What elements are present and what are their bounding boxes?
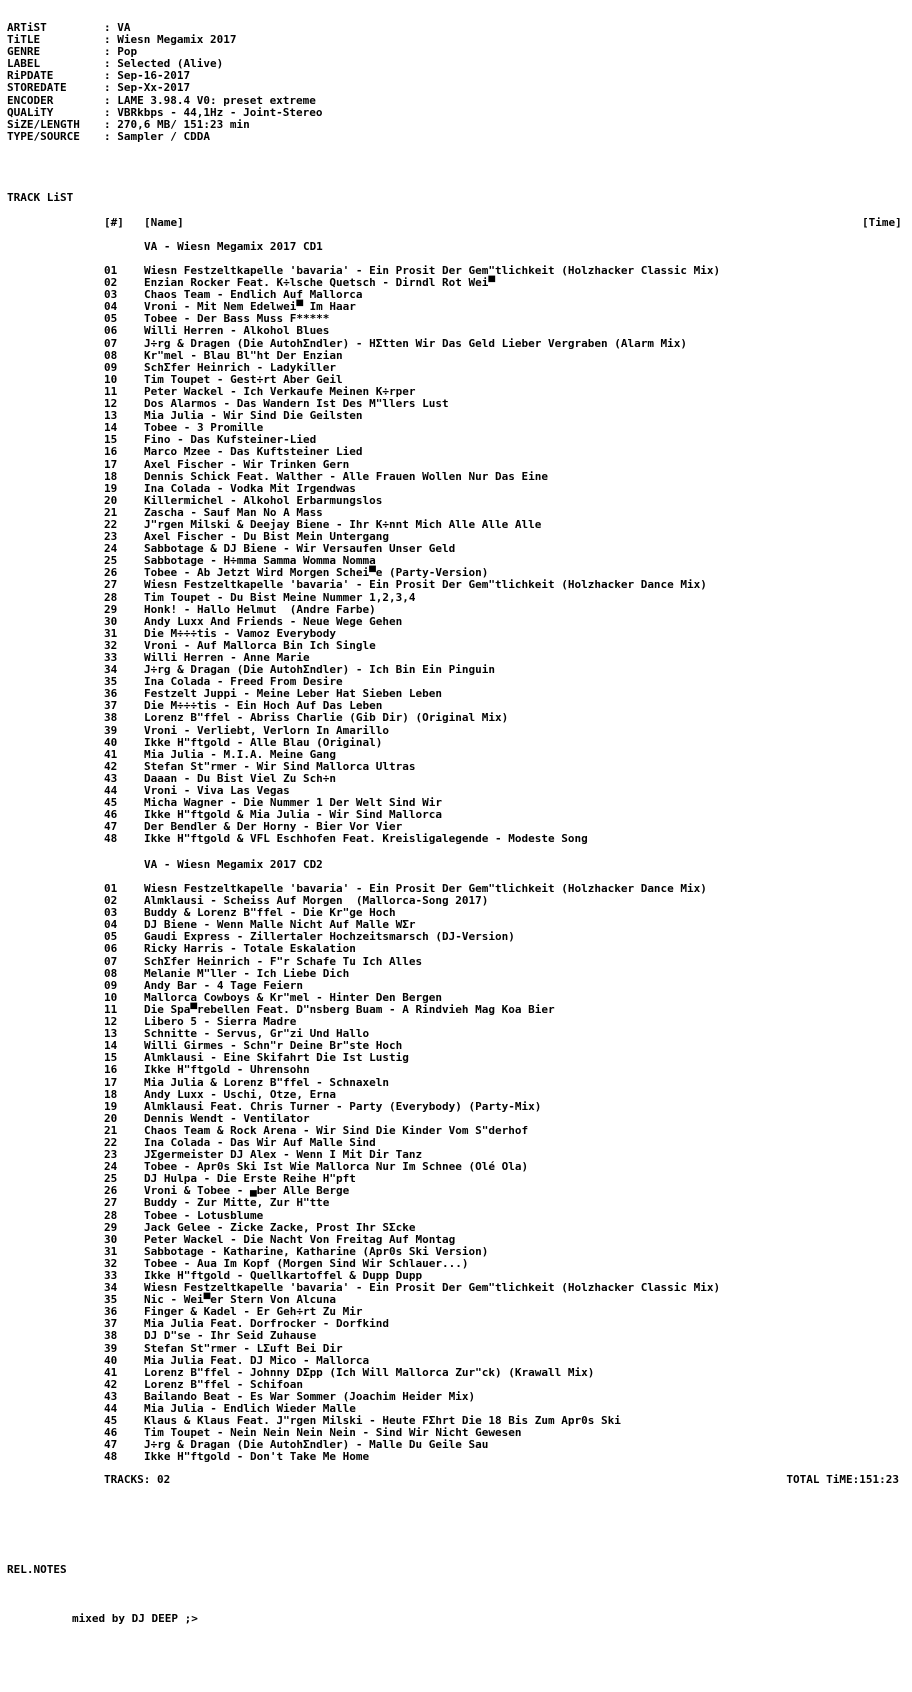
track-name: Tobee - Aua Im Kopf (Morgen Sind Wir Schlauer...)	[144, 1256, 469, 1270]
info-value: : Sampler / CDDA	[104, 129, 210, 143]
track-number: 21	[104, 1123, 118, 1137]
track-number: 11	[104, 1002, 118, 1016]
info-key: ENCODER	[7, 93, 54, 107]
track-name: Almklausi Feat. Chris Turner - Party (Everybody) (Party-Mix)	[144, 1099, 542, 1113]
track-name: DJ Biene - Wenn Malle Nicht Auf Malle WΣr	[144, 918, 416, 932]
track-name: DJ D"se - Ihr Seid Zuhause	[144, 1329, 317, 1343]
track-name: J÷rg & Dragan (Die AutohΣndler) - Ich Bin Ein Pinguin	[144, 663, 495, 677]
track-number: 08	[104, 348, 118, 362]
release-info	[7, 22, 323, 143]
track-number: 22	[104, 517, 118, 531]
track-name: Lorenz B"ffel - Schifoan	[144, 1377, 303, 1391]
track-name: Willi Girmes - Schn"r Deine Br"ste Hoch	[144, 1039, 403, 1053]
track-number: 13	[104, 1027, 118, 1041]
track-name: DJ Hulpa - Die Erste Reihe H"pft	[144, 1172, 356, 1186]
track-name: Jack Gelee - Zicke Zacke, Prost Ihr SΣcke	[144, 1220, 416, 1234]
track-name: Enzian Rocker Feat. K÷lsche Quetsch - Dirndl Rot Wei▀	[144, 276, 495, 290]
info-value: : LAME 3.98.4 V0: preset extreme	[104, 93, 316, 107]
track-number: 07	[104, 954, 118, 968]
track-number: 12	[104, 397, 118, 411]
info-key: RiPDATE	[7, 69, 54, 83]
info-value: : 270,6 MB/ 151:23 min	[104, 117, 250, 131]
track-number: 29	[104, 602, 118, 616]
track-name: Andy Bar - 4 Tage Feiern	[144, 978, 303, 992]
info-value: : Wiesn Megamix 2017	[104, 33, 237, 47]
info-key: STOREDATE	[7, 81, 67, 95]
track-number: 10	[104, 372, 118, 386]
track-name: Sabbotage - H÷mma Samma Womma Nomma	[144, 554, 376, 568]
track-name: Wiesn Festzeltkapelle 'bavaria' - Ein Prosit Der Gem"tlichkeit (Holzhacker Dance Mix)	[144, 578, 707, 592]
info-value: : Sep-Xx-2017	[104, 81, 191, 95]
track-name: Vroni - Mit Nem Edelwei▀ Im Haar	[144, 300, 356, 314]
track-name: Almklausi - Eine Skifahrt Die Ist Lustig	[144, 1051, 409, 1065]
track-name: Almklausi - Scheiss Auf Morgen (Mallorca-Song 2017)	[144, 894, 489, 908]
cd1-track-list	[104, 265, 720, 846]
track-number: 39	[104, 1341, 118, 1355]
track-name: Buddy - Zur Mitte, Zur H"tte	[144, 1196, 330, 1210]
track-number: 35	[104, 675, 118, 689]
track-number: 26	[104, 566, 118, 580]
track-name: Wiesn Festzeltkapelle 'bavaria' - Ein Prosit Der Gem"tlichkeit (Holzhacker Dance Mix)	[144, 882, 707, 895]
track-name: Marco Mzee - Das Kuftsteiner Lied	[144, 445, 363, 459]
track-number: 46	[104, 1426, 118, 1440]
info-key: TiTLE	[7, 33, 41, 47]
track-name: Klaus & Klaus Feat. J"rgen Milski - Heute FΣhrt Die 18 Bis Zum Apr0s Ski	[144, 1414, 621, 1428]
track-number: 34	[104, 663, 118, 677]
track-number: 24	[104, 542, 118, 556]
track-number: 25	[104, 1172, 118, 1186]
track-number: 16	[104, 1063, 118, 1077]
track-name: Tim Toupet - Gest÷rt Aber Geil	[144, 372, 343, 386]
track-name: Ricky Harris - Totale Eskalation	[144, 942, 356, 956]
info-key: SiZE/LENGTH	[7, 117, 80, 131]
track-number: 20	[104, 1111, 118, 1125]
track-number: 15	[104, 1051, 118, 1065]
track-number: 01	[104, 882, 118, 895]
track-number: 38	[104, 711, 118, 725]
track-number: 23	[104, 1148, 118, 1162]
track-name: Ikke H"ftgold - Alle Blau (Original)	[144, 735, 383, 749]
track-name: Micha Wagner - Die Nummer 1 Der Welt Sind Wir	[144, 796, 443, 810]
track-name: Honk! - Hallo Helmut (Andre Farbe)	[144, 602, 376, 616]
track-number: 28	[104, 590, 118, 604]
track-name: Axel Fischer - Du Bist Mein Untergang	[144, 530, 390, 544]
track-number: 33	[104, 1269, 118, 1282]
track-number: 31	[104, 1244, 118, 1258]
track-name: Libero 5 - Sierra Madre	[144, 1015, 297, 1029]
track-name: Tim Toupet - Nein Nein Nein Nein - Sind Wir Nicht Gewesen	[144, 1426, 522, 1440]
track-name: Ikke H"ftgold - Don't Take Me Home	[144, 1450, 370, 1464]
track-name: Tobee - 3 Promille	[144, 421, 264, 435]
track-number: 23	[104, 530, 118, 544]
track-name: Ina Colada - Freed From Desire	[144, 675, 343, 689]
track-name: Tobee - Lotusblume	[144, 1208, 264, 1222]
track-number: 47	[104, 1438, 118, 1452]
track-name: Tobee - Apr0s Ski Ist Wie Mallorca Nur Im Schnee (Olé Ola)	[144, 1160, 529, 1174]
track-number: 05	[104, 312, 118, 326]
track-name: Kr"mel - Blau Bl"ht Der Enzian	[144, 348, 343, 362]
column-header-number: [#]	[104, 216, 124, 229]
track-number: 07	[104, 336, 118, 350]
track-number: 39	[104, 723, 118, 737]
track-name: Ina Colada - Vodka Mit Irgendwas	[144, 481, 356, 495]
track-number: 15	[104, 433, 118, 447]
track-name: Stefan St"rmer - Wir Sind Mallorca Ultras	[144, 759, 416, 773]
track-number: 43	[104, 771, 118, 785]
track-name: Mia Julia Feat. DJ Mico - Mallorca	[144, 1353, 370, 1367]
track-name: Mia Julia - M.I.A. Meine Gang	[144, 747, 337, 761]
track-name: Ikke H"ftgold & VFL Eschhofen Feat. Kreisligalegende - Modeste Song	[144, 832, 588, 846]
track-name: Bailando Beat - Es War Sommer (Joachim Heider Mix)	[144, 1389, 476, 1403]
track-number: 09	[104, 360, 118, 374]
track-number: 04	[104, 300, 118, 314]
track-name: Lorenz B"ffel - Johnny DΣpp (Ich Will Mallorca Zur"ck) (Krawall Mix)	[144, 1365, 595, 1379]
track-number: 48	[104, 832, 118, 846]
track-number: 06	[104, 324, 118, 338]
track-number: 34	[104, 1281, 118, 1295]
info-value: : Pop	[104, 45, 138, 59]
track-number: 45	[104, 1414, 118, 1428]
rel-notes-heading: REL.NOTES	[7, 1563, 67, 1576]
track-number: 47	[104, 820, 118, 834]
track-name: Nic - Wei▀er Stern Von Alcuna	[144, 1293, 337, 1307]
track-name: Daaan - Du Bist Viel Zu Sch÷n	[144, 771, 337, 785]
track-name: Festzelt Juppi - Meine Leber Hat Sieben Leben	[144, 687, 443, 701]
track-name: Tobee - Der Bass Muss F*****	[144, 312, 330, 326]
track-number: 16	[104, 445, 118, 459]
track-row	[104, 833, 720, 845]
info-key: TYPE/SOURCE	[7, 129, 80, 143]
track-number: 19	[104, 1099, 118, 1113]
track-number: 20	[104, 493, 118, 507]
info-key: LABEL	[7, 57, 41, 71]
track-number: 18	[104, 469, 118, 483]
track-name: Der Bendler & Der Horny - Bier Vor Vier	[144, 820, 403, 834]
track-number: 21	[104, 505, 118, 519]
track-name: Andy Luxx - Uschi, Otze, Erna	[144, 1087, 337, 1101]
track-number: 43	[104, 1389, 118, 1403]
track-name: Ikke H"ftgold - Uhrensohn	[144, 1063, 310, 1077]
track-number: 27	[104, 1196, 118, 1210]
track-name: J"rgen Milski & Deejay Biene - Ihr K÷nnt Mich Alle Alle Alle	[144, 517, 542, 531]
track-number: 41	[104, 1365, 118, 1379]
track-number: 44	[104, 1402, 118, 1416]
track-name: Ikke H"ftgold & Mia Julia - Wir Sind Mallorca	[144, 808, 443, 822]
track-number: 05	[104, 930, 118, 944]
track-number: 36	[104, 1305, 118, 1319]
track-name: J÷rg & Dragan (Die AutohΣndler) - Malle Du Geile Sau	[144, 1438, 489, 1452]
track-name: Wiesn Festzeltkapelle 'bavaria' - Ein Prosit Der Gem"tlichkeit (Holzhacker Classic Mix)	[144, 1281, 721, 1295]
track-number: 01	[104, 264, 118, 277]
track-name: Ina Colada - Das Wir Auf Malle Sind	[144, 1135, 376, 1149]
track-number: 03	[104, 288, 118, 302]
track-number: 42	[104, 1377, 118, 1391]
track-name: Gaudi Express - Zillertaler Hochzeitsmarsch (DJ-Version)	[144, 930, 515, 944]
track-number: 35	[104, 1293, 118, 1307]
cd2-title: VA - Wiesn Megamix 2017 CD2	[144, 858, 323, 871]
track-name: Buddy & Lorenz B"ffel - Die Kr"ge Hoch	[144, 906, 396, 920]
track-number: 03	[104, 906, 118, 920]
track-name: Tobee - Ab Jetzt Wird Morgen Schei▀e (Party-Version)	[144, 566, 489, 580]
track-number: 32	[104, 638, 118, 652]
column-header-name: [Name]	[144, 216, 184, 229]
track-name: Peter Wackel - Ich Verkaufe Meinen K÷rper	[144, 384, 416, 398]
track-name: Dos Alarmos - Das Wandern Ist Des M"llers Lust	[144, 397, 449, 411]
track-number: 14	[104, 1039, 118, 1053]
track-name: Mia Julia - Wir Sind Die Geilsten	[144, 409, 363, 423]
track-name: Peter Wackel - Die Nacht Von Freitag Auf Montag	[144, 1232, 456, 1246]
track-name: Vroni - Verliebt, Verlorn In Amarillo	[144, 723, 390, 737]
track-name: Sabbotage - Katharine, Katharine (Apr0s Ski Version)	[144, 1244, 489, 1258]
track-number: 26	[104, 1184, 118, 1198]
info-key: QUALiTY	[7, 105, 54, 119]
track-row	[104, 1451, 720, 1463]
track-name: Finger & Kadel - Er Geh÷rt Zu Mir	[144, 1305, 363, 1319]
track-number: 40	[104, 1353, 118, 1367]
track-number: 28	[104, 1208, 118, 1222]
track-name: Vroni & Tobee - ▄ber Alle Berge	[144, 1184, 350, 1198]
track-number: 09	[104, 978, 118, 992]
rel-notes-text: mixed by DJ DEEP ;>	[72, 1612, 198, 1625]
track-number: 18	[104, 1087, 118, 1101]
track-number: 19	[104, 481, 118, 495]
track-name: Melanie M"ller - Ich Liebe Dich	[144, 966, 350, 980]
track-number: 12	[104, 1015, 118, 1029]
track-number: 02	[104, 276, 118, 290]
track-number: 31	[104, 626, 118, 640]
cd2-track-list	[104, 883, 720, 1464]
track-name: Schnitte - Servus, Gr"zi Und Hallo	[144, 1027, 370, 1041]
info-value: : VA	[104, 21, 131, 34]
track-name: Mallorca Cowboys & Kr"mel - Hinter Den Bergen	[144, 990, 443, 1004]
track-name: Sabbotage & DJ Biene - Wir Versaufen Unser Geld	[144, 542, 456, 556]
track-name: Vroni - Auf Mallorca Bin Ich Single	[144, 638, 376, 652]
track-number: 42	[104, 759, 118, 773]
track-number: 33	[104, 651, 118, 664]
track-name: Fino - Das Kufsteiner-Lied	[144, 433, 317, 447]
column-header-time: [Time]	[862, 216, 902, 229]
track-name: Andy Luxx And Friends - Neue Wege Gehen	[144, 614, 403, 628]
track-number: 17	[104, 1075, 118, 1089]
track-name: Vroni - Viva Las Vegas	[144, 784, 290, 798]
tracks-count: TRACKS: 02	[104, 1473, 171, 1486]
track-number: 30	[104, 1232, 118, 1246]
track-name: Mia Julia - Endlich Wieder Malle	[144, 1402, 356, 1416]
track-number: 04	[104, 918, 118, 932]
track-number: 29	[104, 1220, 118, 1234]
track-number: 36	[104, 687, 118, 701]
track-number: 10	[104, 990, 118, 1004]
info-key: ARTiST	[7, 21, 47, 34]
info-value: : Sep-16-2017	[104, 69, 191, 83]
info-key: GENRE	[7, 45, 41, 59]
track-name: SchΣfer Heinrich - Ladykiller	[144, 360, 337, 374]
track-number: 30	[104, 614, 118, 628]
track-number: 32	[104, 1256, 118, 1270]
track-number: 41	[104, 747, 118, 761]
track-number: 45	[104, 796, 118, 810]
track-name: Chaos Team - Endlich Auf Mallorca	[144, 288, 363, 302]
track-number: 38	[104, 1329, 118, 1343]
track-name: Lorenz B"ffel - Abriss Charlie (Gib Dir) (Original Mix)	[144, 711, 509, 725]
track-name: SchΣfer Heinrich - F"r Schafe Tu Ich Alles	[144, 954, 423, 968]
track-name: Willi Herren - Anne Marie	[144, 651, 310, 664]
track-number: 44	[104, 784, 118, 798]
track-name: Die Spa▀rebellen Feat. D"nsberg Buam - A Rindvieh Mag Koa Bier	[144, 1002, 555, 1016]
track-number: 17	[104, 457, 118, 471]
track-name: Killermichel - Alkohol Erbarmungslos	[144, 493, 383, 507]
track-number: 14	[104, 421, 118, 435]
track-number: 24	[104, 1160, 118, 1174]
track-name: Stefan St"rmer - LΣuft Bei Dir	[144, 1341, 343, 1355]
track-name: J÷rg & Dragen (Die AutohΣndler) - HΣtten Wir Das Geld Lieber Vergraben (Alarm Mix)	[144, 336, 688, 350]
track-name: Willi Herren - Alkohol Blues	[144, 324, 330, 338]
track-number: 27	[104, 578, 118, 592]
cd1-title: VA - Wiesn Megamix 2017 CD1	[144, 240, 323, 253]
info-row	[7, 34, 323, 46]
track-number: 13	[104, 409, 118, 423]
track-number: 25	[104, 554, 118, 568]
total-time: TOTAL TiME:151:23	[786, 1473, 899, 1486]
track-name: Die M÷÷÷tis - Ein Hoch Auf Das Leben	[144, 699, 383, 713]
track-name: Chaos Team & Rock Arena - Wir Sind Die Kinder Vom S"derhof	[144, 1123, 529, 1137]
track-number: 08	[104, 966, 118, 980]
track-name: Die M÷÷÷tis - Vamoz Everybody	[144, 626, 337, 640]
info-value: : Selected (Alive)	[104, 57, 224, 71]
track-name: Axel Fischer - Wir Trinken Gern	[144, 457, 350, 471]
track-list-heading: TRACK LiST	[7, 191, 74, 204]
track-name: Dennis Wendt - Ventilator	[144, 1111, 310, 1125]
track-number: 11	[104, 384, 118, 398]
info-row	[7, 131, 323, 143]
track-number: 46	[104, 808, 118, 822]
track-number: 40	[104, 735, 118, 749]
info-value: : VBRkbps - 44,1Hz - Joint-Stereo	[104, 105, 323, 119]
track-name: Mia Julia & Lorenz B"ffel - Schnaxeln	[144, 1075, 390, 1089]
track-number: 02	[104, 894, 118, 908]
track-name: Mia Julia Feat. Dorfrocker - Dorfkind	[144, 1317, 390, 1331]
track-name: Dennis Schick Feat. Walther - Alle Frauen Wollen Nur Das Eine	[144, 469, 548, 483]
track-number: 37	[104, 1317, 118, 1331]
track-number: 48	[104, 1450, 118, 1464]
track-name: Zascha - Sauf Man No A Mass	[144, 505, 323, 519]
track-number: 37	[104, 699, 118, 713]
track-name: Ikke H"ftgold - Quellkartoffel & Dupp Dupp	[144, 1269, 423, 1282]
track-name: JΣgermeister DJ Alex - Wenn I Mit Dir Tanz	[144, 1148, 423, 1162]
track-number: 06	[104, 942, 118, 956]
track-name: Wiesn Festzeltkapelle 'bavaria' - Ein Prosit Der Gem"tlichkeit (Holzhacker Classic Mix)	[144, 264, 721, 277]
track-name: Tim Toupet - Du Bist Meine Nummer 1,2,3,4	[144, 590, 416, 604]
track-number: 22	[104, 1135, 118, 1149]
